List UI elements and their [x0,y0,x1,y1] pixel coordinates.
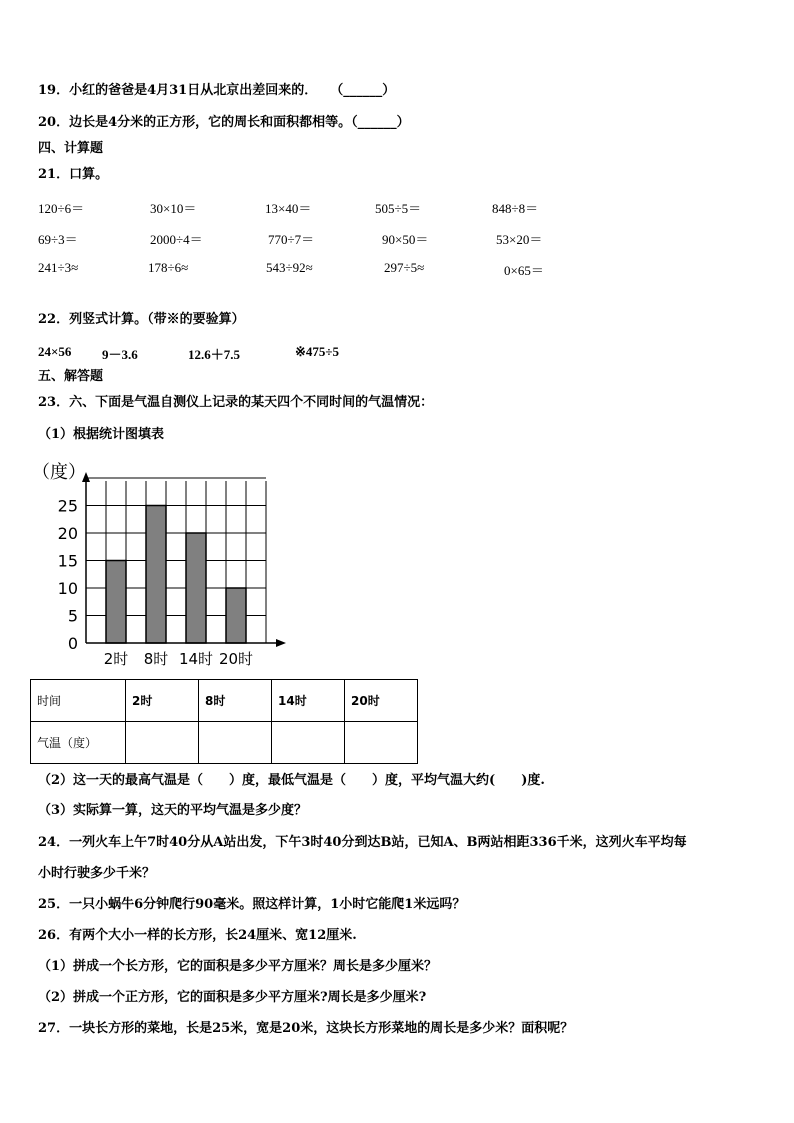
oral-item: 848÷8＝ [492,201,539,216]
vertical-item: 9－3.6 [102,347,138,362]
oral-item: 505÷5＝ [375,201,422,216]
answer-cell[interactable] [126,722,199,764]
y-tick-label: 15 [57,551,78,571]
oral-item: 178÷6≈ [148,260,189,275]
y-tick-label: 0 [67,634,78,653]
bar-2时 [106,561,126,644]
y-tick-label: 25 [57,496,78,516]
oral-item: 297÷5≈ [384,260,425,275]
question-24-line-2: 小时行驶多少千米？ [38,866,156,881]
table-row [31,722,418,764]
x-tick-label: 20时 [218,650,254,668]
oral-item: 30×10＝ [150,201,197,216]
question-25: 25．一只小蜗牛6分钟爬行90毫米。照这样计算，1小时它能爬1米远吗？ [38,897,466,912]
oral-item: 0×65＝ [504,263,544,278]
table-header-time: 时间 [31,680,126,722]
question-22: 22．列竖式计算。（带※的要验算） [38,312,245,327]
question-26: 26．有两个大小一样的长方形，长24厘米、宽12厘米. [38,928,357,943]
y-axis-unit-label: （度） [32,462,86,483]
table-row-label: 气温（度） [31,722,126,764]
oral-item: 53×20＝ [496,232,543,247]
answer-cell[interactable] [272,722,345,764]
question-23: 23．六、下面是气温自测仪上记录的某天四个不同时间的气温情况： [38,395,434,410]
question-23-part-1: （1）根据统计图填表 [38,427,165,442]
oral-item: 120÷6＝ [38,201,85,216]
question-27: 27．一块长方形的菜地，长是25米，宽是20米，这块长方形菜地的周长是多少米？面积呢？ [38,1021,574,1036]
answer-cell[interactable] [345,722,418,764]
x-tick-label: 8时 [143,650,169,668]
table-header-cell: 14时 [272,680,345,722]
bar-20时 [226,588,246,643]
bar-14时 [186,533,206,643]
oral-item: 241÷3≈ [38,260,79,275]
temperature-bar-chart [30,456,290,671]
table-header-cell: 8时 [199,680,272,722]
table-header-cell: 20时 [345,680,418,722]
x-tick-label: 2时 [103,650,129,668]
question-26-part-1: （1）拼成一个长方形，它的面积是多少平方厘米？周长是多少厘米？ [38,959,438,974]
x-axis-arrow [276,639,286,647]
vertical-item: 12.6＋7.5 [188,347,241,362]
oral-item: 543÷92≈ [266,260,313,275]
vertical-item: ※475÷5 [295,344,340,359]
question-20: 20．边长是4分米的正方形，它的周长和面积都相等。（______） [38,115,410,130]
question-19: 19．小红的爸爸是4月31日从北京出差回来的． （______） [38,83,396,98]
oral-item: 770÷7＝ [268,232,315,247]
y-tick-label: 5 [67,606,78,626]
table-row [31,680,418,722]
y-tick-label: 20 [57,524,78,543]
question-23-part-2: （2）这一天的最高气温是（ ）度，最低气温是（ ）度，平均气温大约( )度. [38,773,545,788]
x-tick-label: 14时 [178,650,214,668]
section-heading-word-problems: 五、解答题 [38,369,104,384]
question-26-part-2: （2）拼成一个正方形，它的面积是多少平方厘米?周长是多少厘米? [38,990,427,1005]
oral-item: 69÷3＝ [38,232,78,247]
table-header-cell: 2时 [126,680,199,722]
question-21: 21．口算。 [38,167,109,182]
bar-8时 [146,506,166,644]
answer-cell[interactable] [199,722,272,764]
oral-item: 2000÷4＝ [150,232,203,247]
oral-item: 90×50＝ [382,232,429,247]
question-24-line-1: 24．一列火车上午7时40分从A站出发，下午3时40分到达B站，已知A、B两站相距336千米，这列火车平均每 [38,835,687,850]
oral-item: 13×40＝ [265,201,312,216]
vertical-item: 24×56 [38,344,72,359]
question-23-part-3: （3）实际算一算，这天的平均气温是多少度？ [38,803,308,818]
chart-bars [106,506,246,644]
y-tick-label: 10 [57,579,78,598]
section-heading-calculation: 四、计算题 [38,141,104,156]
temperature-fill-table [30,679,418,764]
